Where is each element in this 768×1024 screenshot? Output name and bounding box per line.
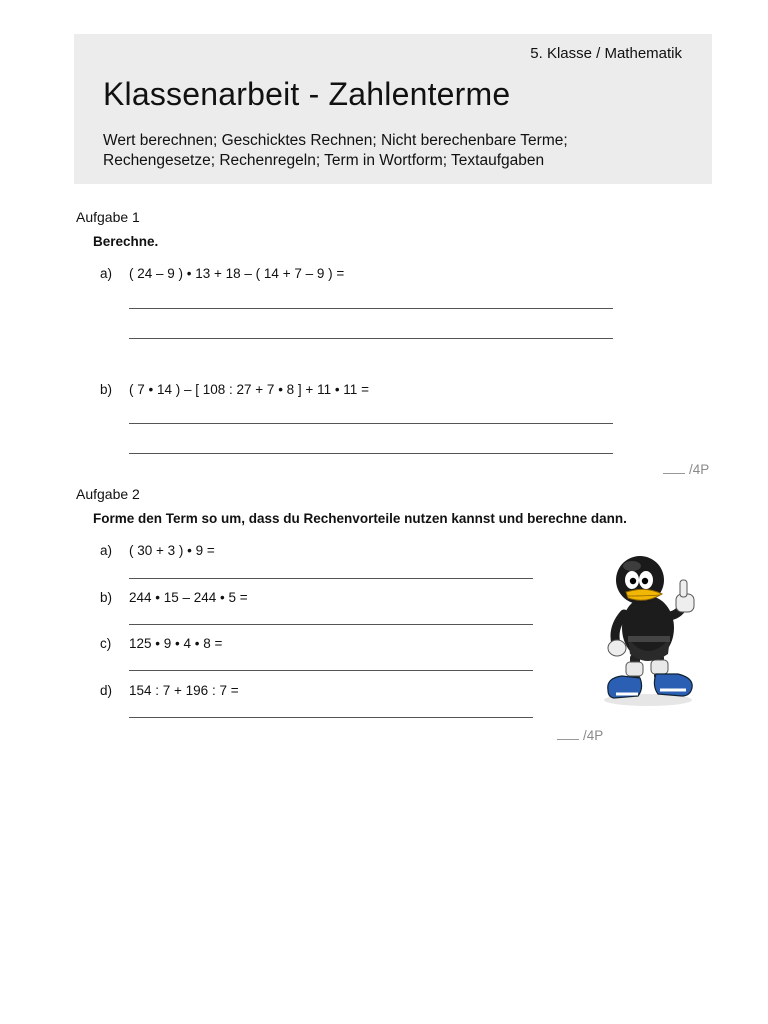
task-2-item-a-letter: a) [100,543,113,558]
task-2-item-b-expression: 244 • 15 – 244 • 5 = [129,590,248,605]
task-2-item-d-answer-line[interactable] [129,717,533,718]
task-2-item-c-answer-line[interactable] [129,670,533,671]
header-box [74,34,712,184]
subtitle-line-2: Rechengesetze; Rechenregeln; Term in Wortform; Textaufgaben [103,152,545,169]
task-2-instruction: Forme den Term so um, dass du Rechenvorteile nutzen kannst und berechne dann. [93,511,627,526]
task-1-label: Aufgabe 1 [76,209,140,225]
task-1-item-a-letter: a) [100,266,113,281]
task-1-item-a-expression: ( 24 – 9 ) • 13 + 18 – ( 14 + 7 – 9 ) = [129,266,345,281]
task-2-item-c-letter: c) [100,636,112,651]
task-2-score-blank[interactable] [557,728,579,740]
task-2-score-total: /4P [583,728,604,743]
penguin-thumbs-up-icon [598,550,702,710]
page-title: Klassenarbeit - Zahlenterme [103,76,511,112]
task-2-item-b-letter: b) [100,590,113,605]
task-2-item-a-answer-line[interactable] [129,578,533,579]
task-1-instruction: Berechne. [93,234,159,249]
topics-subtitle [103,131,568,171]
task-2-item-d-expression: 154 : 7 + 196 : 7 = [129,683,239,698]
task-2-item-a-expression: ( 30 + 3 ) • 9 = [129,543,215,558]
grade-subject: 5. Klasse / Mathematik [530,45,682,62]
task-1-item-a-answer-line-2[interactable] [129,338,613,339]
subtitle-line-1: Wert berechnen; Geschicktes Rechnen; Nicht berechenbare Terme; [103,132,568,149]
task-1-item-b-expression: ( 7 • 14 ) – [ 108 : 27 + 7 • 8 ] + 11 • 11 = [129,382,369,397]
task-2-item-b-answer-line[interactable] [129,624,533,625]
task-1-item-a-answer-line-1[interactable] [129,308,613,309]
task-1-score-total: /4P [689,462,710,477]
task-1-item-b-answer-line-2[interactable] [129,453,613,454]
task-2-score [557,728,603,743]
task-1-item-b-answer-line-1[interactable] [129,423,613,424]
task-2-item-d-letter: d) [100,683,113,698]
task-1-score [663,462,709,477]
task-2-label: Aufgabe 2 [76,486,140,502]
task-1-score-blank[interactable] [663,462,685,474]
task-2-item-c-expression: 125 • 9 • 4 • 8 = [129,636,223,651]
task-1-item-b-letter: b) [100,382,113,397]
